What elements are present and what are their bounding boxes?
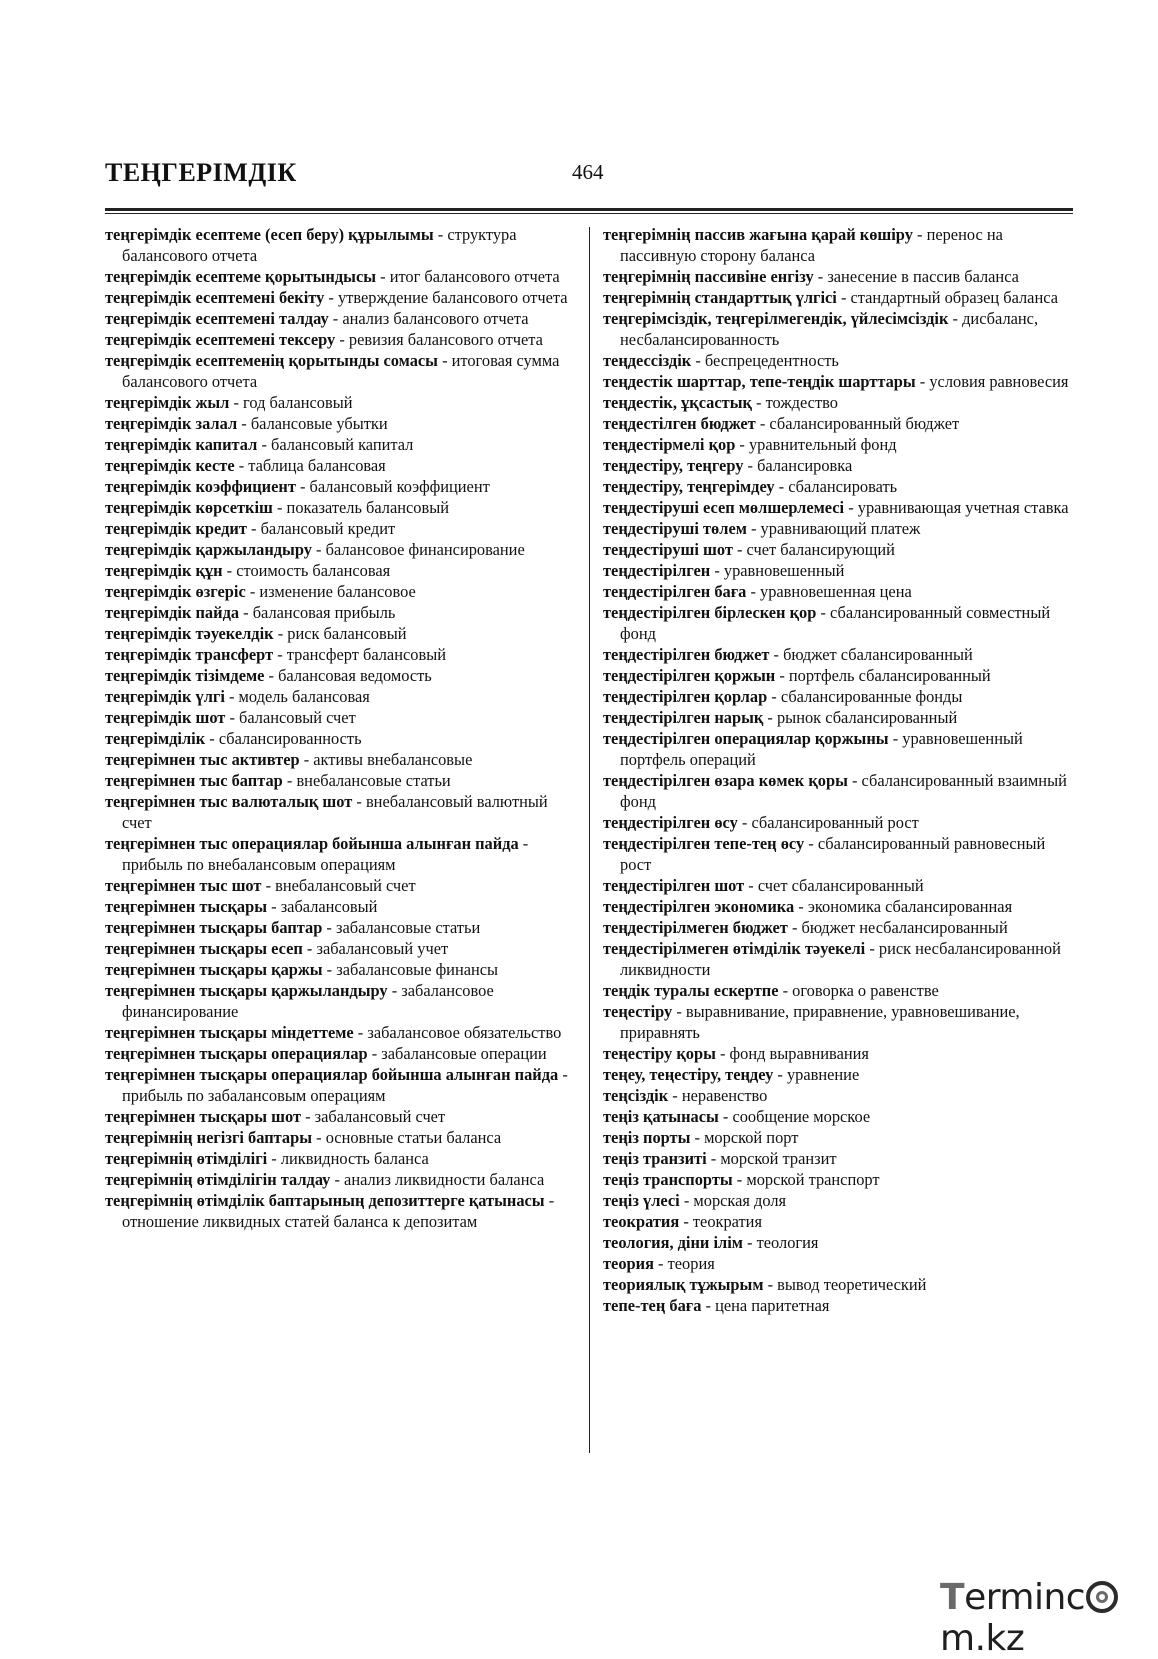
dictionary-entry: теңестіру - выравнивание, приравнение, уравновешивание, приравнять bbox=[603, 1002, 1020, 1042]
dictionary-entry: теңгерімнен тыс баптар - внебалансовые статьи bbox=[105, 771, 451, 790]
entry-term: теңдестірілген баға bbox=[603, 582, 747, 601]
entry-translation: балансовый капитал bbox=[271, 435, 414, 454]
entry-term: теңгерімнен тысқары қаржы bbox=[105, 960, 323, 979]
entry-term: теңгерімнен тыс валюталық шот bbox=[105, 792, 353, 811]
entry-term: теңгерімнің стандарттық үлгісі bbox=[603, 288, 837, 307]
entry-translation: забалансовое обязательство bbox=[367, 1023, 562, 1042]
dictionary-entry: теңгерімсіздік, теңгерілмегендік, үйлесімсіздік - дисбаланс, несбалансированность bbox=[603, 309, 1039, 349]
dictionary-entry: теңгерімнен тысқары - забалансовый bbox=[105, 897, 378, 916]
entry-translation: уравновешенный bbox=[723, 561, 845, 580]
dictionary-entry: теңгерімдік өзгеріс - изменение балансовое bbox=[105, 582, 416, 601]
entry-translation: таблица балансовая bbox=[248, 456, 386, 475]
dictionary-entry: теңдестірілген экономика - экономика сбалансированная bbox=[603, 897, 1013, 916]
page-title: ТЕҢГЕРІМДІК bbox=[105, 158, 297, 187]
entry-term: теңдестіруші төлем bbox=[603, 519, 747, 538]
entry-translation: внебалансовые статьи bbox=[296, 771, 451, 790]
entry-term: теңгерімдік үлгі bbox=[105, 687, 225, 706]
entry-term: теориялық тұжырым bbox=[603, 1275, 764, 1294]
entry-translation: забалансовые финансы bbox=[336, 960, 499, 979]
entry-translation: уравнивающий платеж bbox=[760, 519, 921, 538]
entry-translation: теория bbox=[667, 1254, 715, 1273]
dictionary-entry: теңдестірілмеген бюджет - бюджет несбалансированный bbox=[603, 918, 1008, 937]
entry-term: теңеу, теңестіру, теңдеу bbox=[603, 1065, 774, 1084]
entry-term: теңгерімдік есептемені бекіту bbox=[105, 288, 325, 307]
dictionary-entry: теңгерімнен тысқары қаржы - забалансовые финансы bbox=[105, 960, 499, 979]
entry-translation: неравенство bbox=[681, 1086, 768, 1105]
entry-term: теңгерімдік капитал bbox=[105, 435, 258, 454]
dictionary-entry: теңдестірілген бірлескен қор - сбалансированный совместный фонд bbox=[603, 603, 1051, 643]
entry-term: теңгерімдік жыл bbox=[105, 393, 230, 412]
entry-translation: структура балансового отчета bbox=[122, 225, 517, 265]
dictionary-entry: теңгерімнің стандарттық үлгісі - стандартный образец баланса bbox=[603, 288, 1058, 307]
entry-translation: морской транзит bbox=[720, 1149, 837, 1168]
entry-term: теңсіздік bbox=[603, 1086, 669, 1105]
entry-term: теңдестірілген қоржын bbox=[603, 666, 776, 685]
entry-term: теңгерімнен тысқары шот bbox=[105, 1107, 302, 1126]
dictionary-entry: теңгерімдік құн - стоимость балансовая bbox=[105, 561, 391, 580]
entry-term: теңіз қатынасы bbox=[603, 1107, 719, 1126]
entry-translation: счет сбалансированный bbox=[757, 876, 924, 895]
entry-term: теңдестірілген тепе-тең өсу bbox=[603, 834, 805, 853]
entry-term: теңгерімдік шот bbox=[105, 708, 226, 727]
entry-term: теңгерімнен тысқары есеп bbox=[105, 939, 303, 958]
entry-term: теңдестіруші шот bbox=[603, 540, 733, 559]
dictionary-entry: теңсіздік - неравенство bbox=[603, 1086, 768, 1105]
dictionary-entry: теңгерімдік капитал - балансовый капитал bbox=[105, 435, 414, 454]
entry-translation: балансовый коэффициент bbox=[309, 477, 490, 496]
logo-text-middle: erminc bbox=[964, 1577, 1086, 1618]
entry-translation: анализ ликвидности баланса bbox=[344, 1170, 545, 1189]
entry-translation: уравновешенный портфель операций bbox=[620, 729, 1023, 769]
entry-term: теңгерімдік есептеменің қорытынды сомасы bbox=[105, 351, 438, 370]
entry-translation: сбалансированный взаимный фонд bbox=[620, 771, 1067, 811]
entry-translation: занесение в пассив баланса bbox=[827, 267, 1019, 286]
dictionary-entry: теңдестіруші есеп мөлшерлемесі - уравнивающая учетная ставка bbox=[603, 498, 1069, 517]
entry-translation: ревизия балансового отчета bbox=[348, 330, 543, 349]
entry-term: теңгерімдік қаржыландыру bbox=[105, 540, 312, 559]
dictionary-entry: теңгерімнің өтімділігін талдау - анализ ликвидности баланса bbox=[105, 1170, 545, 1189]
entry-term: теңгерімдік есептемені тексеру bbox=[105, 330, 336, 349]
entry-term: теңгерімдік тәуекелдік bbox=[105, 624, 274, 643]
entry-term: тепе-тең баға bbox=[603, 1296, 702, 1315]
entry-translation: забалансовый bbox=[280, 897, 378, 916]
dictionary-entry: теңгерімдік шот - балансовый счет bbox=[105, 708, 356, 727]
dictionary-entry: теология, діни ілім - теология bbox=[603, 1233, 819, 1252]
entry-translation: забалансовое финансирование bbox=[122, 981, 494, 1021]
entry-term: теңгерімнен тысқары операциялар бойынша алынған пайда bbox=[105, 1065, 559, 1084]
dictionary-entry: теңгерімдік көрсеткіш - показатель балансовый bbox=[105, 498, 449, 517]
dictionary-entry: теңгерімдік есептеме (есеп беру) құрылымы - структура балансового отчета bbox=[105, 225, 517, 265]
entry-term: теңгерімдік залал bbox=[105, 414, 238, 433]
dictionary-entry: теңдестірілген қорлар - сбалансированные фонды bbox=[603, 687, 963, 706]
dictionary-entry: теңдестірмелі қор - уравнительный фонд bbox=[603, 435, 897, 454]
entry-term: теңгерімдік көрсеткіш bbox=[105, 498, 273, 517]
entry-term: теңдестік, ұқсастық bbox=[603, 393, 752, 412]
entry-translation: сообщение морское bbox=[732, 1107, 871, 1126]
dictionary-entry: теңгерімдік тәуекелдік - риск балансовый bbox=[105, 624, 407, 643]
dictionary-entry: теңіз транзиті - морской транзит bbox=[603, 1149, 837, 1168]
header-rule bbox=[105, 208, 1073, 211]
entry-term: теңгерімнің пассивіне енгізу bbox=[603, 267, 814, 286]
entry-translation: активы внебалансовые bbox=[313, 750, 473, 769]
entry-translation: бюджет несбалансированный bbox=[801, 918, 1008, 937]
entry-term: теңгерімнен тыс операциялар бойынша алынған пайда bbox=[105, 834, 519, 853]
entry-translation: утверждение балансового отчета bbox=[337, 288, 568, 307]
entry-translation: модель балансовая bbox=[238, 687, 370, 706]
entry-term: теңгерімнің өтімділік баптарының депозиттерге қатынасы bbox=[105, 1191, 545, 1210]
entry-translation: вывод теоретический bbox=[777, 1275, 927, 1294]
entry-term: теңгерімдік кесте bbox=[105, 456, 235, 475]
dictionary-entry: теңгерімдік пайда - балансовая прибыль bbox=[105, 603, 396, 622]
entry-translation: риск балансовый bbox=[287, 624, 407, 643]
logo-circle-icon bbox=[1086, 1581, 1118, 1613]
dictionary-entry: теңдестіруші шот - счет балансирующий bbox=[603, 540, 895, 559]
dictionary-entry: теңгерімдік залал - балансовые убытки bbox=[105, 414, 388, 433]
entry-translation: забалансовые операции bbox=[381, 1044, 547, 1063]
entry-term: теңдестірілген bbox=[603, 561, 711, 580]
dictionary-entry: теңгерімнен тысқары қаржыландыру - забалансовое финансирование bbox=[105, 981, 494, 1021]
entry-translation: показатель балансовый bbox=[286, 498, 449, 517]
dictionary-entry: теңгерімнен тысқары есеп - забалансовый учет bbox=[105, 939, 449, 958]
entry-term: теңдестіруші есеп мөлшерлемесі bbox=[603, 498, 845, 517]
dictionary-entry: теңіз порты - морской порт bbox=[603, 1128, 799, 1147]
dictionary-entry: теңдестірілген шот - счет сбалансированный bbox=[603, 876, 924, 895]
entry-translation: уравнительный фонд bbox=[748, 435, 897, 454]
dictionary-entry: теңгерімдік үлгі - модель балансовая bbox=[105, 687, 370, 706]
dictionary-entry: теориялық тұжырым - вывод теоретический bbox=[603, 1275, 927, 1294]
entry-term: теңдестіру, теңгерімдеу bbox=[603, 477, 775, 496]
entry-translation: прибыль по забалансовым операциям bbox=[122, 1086, 386, 1105]
entry-translation: морской транспорт bbox=[746, 1170, 880, 1189]
entry-translation: стоимость балансовая bbox=[236, 561, 391, 580]
entry-term: теңгерімнен тысқары операциялар bbox=[105, 1044, 368, 1063]
page-number: 464 bbox=[572, 160, 604, 184]
dictionary-entry: теория - теория bbox=[603, 1254, 715, 1273]
entry-translation: итог балансового отчета bbox=[389, 267, 560, 286]
entry-term: теңдестіру, теңгеру bbox=[603, 456, 744, 475]
dictionary-entry: теңгерімнің өтімділігі - ликвидность баланса bbox=[105, 1149, 429, 1168]
dictionary-entry: теңдестік, ұқсастық - тождество bbox=[603, 393, 838, 412]
entry-term: теңіз транспорты bbox=[603, 1170, 733, 1189]
dictionary-entry: теңдестірілмеген өтімділік тәуекелі - риск несбалансированной ликвидности bbox=[603, 939, 1061, 979]
entry-translation: балансовый кредит bbox=[260, 519, 396, 538]
entry-translation: портфель сбалансированный bbox=[788, 666, 991, 685]
entry-term: теңгерімнен тыс баптар bbox=[105, 771, 283, 790]
entry-translation: оговорка о равенстве bbox=[792, 981, 939, 1000]
dictionary-entry: теңгерімнен тысқары баптар - забалансовые статьи bbox=[105, 918, 481, 937]
dictionary-entry: теңгерімдік коэффициент - балансовый коэффициент bbox=[105, 477, 490, 496]
entry-term: теңіз порты bbox=[603, 1128, 691, 1147]
dictionary-entry: теңгерімдік кесте - таблица балансовая bbox=[105, 456, 386, 475]
entry-translation: сбалансированность bbox=[218, 729, 362, 748]
entry-translation: цена паритетная bbox=[715, 1296, 830, 1315]
dictionary-entry: теңдестіру, теңгеру - балансировка bbox=[603, 456, 853, 475]
entry-translation: балансировка bbox=[757, 456, 853, 475]
entry-translation: стандартный образец баланса bbox=[850, 288, 1058, 307]
entry-translation: условия равновесия bbox=[929, 372, 1069, 391]
entry-translation: основные статьи баланса bbox=[325, 1128, 502, 1147]
right-column bbox=[603, 224, 1075, 1316]
dictionary-entry: теңгерімнен тыс валюталық шот - внебалансовый валютный счет bbox=[105, 792, 548, 832]
entry-translation: уравновешенная цена bbox=[760, 582, 912, 601]
entry-translation: рынок сбалансированный bbox=[776, 708, 958, 727]
dictionary-entry: теңдестірілген қоржын - портфель сбалансированный bbox=[603, 666, 991, 685]
logo-letter-t: T bbox=[940, 1577, 965, 1618]
dictionary-entry: теңгерімдік есептемені тексеру - ревизия балансового отчета bbox=[105, 330, 543, 349]
entry-translation: анализ балансового отчета bbox=[342, 309, 529, 328]
entry-translation: уравнение bbox=[786, 1065, 860, 1084]
entry-translation: ликвидность баланса bbox=[280, 1149, 429, 1168]
entry-term: теңгерімсіздік, теңгерілмегендік, үйлесімсіздік bbox=[603, 309, 949, 328]
dictionary-entry: теңдестірілген операциялар қоржыны - уравновешенный портфель операций bbox=[603, 729, 1023, 769]
dictionary-entry: тепе-тең баға - цена паритетная bbox=[603, 1296, 830, 1315]
dictionary-entry: теңгерімнен тысқары шот - забалансовый счет bbox=[105, 1107, 446, 1126]
entry-term: теңгерімнен тыс шот bbox=[105, 876, 262, 895]
entry-term: теңгерімнен тыс активтер bbox=[105, 750, 300, 769]
entry-term: теңдестірілген қорлар bbox=[603, 687, 768, 706]
entry-translation: беспрецедентность bbox=[704, 351, 839, 370]
dictionary-entry: теңдестірілген баға - уравновешенная цена bbox=[603, 582, 912, 601]
entry-translation: трансферт балансовый bbox=[286, 645, 446, 664]
entry-translation: внебалансовый валютный счет bbox=[122, 792, 548, 832]
entry-translation: сбалансированные фонды bbox=[780, 687, 963, 706]
entry-term: теңгерімдік трансферт bbox=[105, 645, 274, 664]
dictionary-entry: теңестіру қоры - фонд выравнивания bbox=[603, 1044, 869, 1063]
entry-translation: балансовые убытки bbox=[250, 414, 388, 433]
entry-translation: сбалансированный равновесный рост bbox=[620, 834, 1046, 874]
entry-translation: сбалансированный рост bbox=[751, 813, 919, 832]
entry-term: теңдестірілмеген бюджет bbox=[603, 918, 788, 937]
dictionary-entry: теңгерімнен тысқары операциялар бойынша алынған пайда - прибыль по забалансовым операциям bbox=[105, 1065, 568, 1105]
dictionary-entry: теңдестірілген тепе-тең өсу - сбалансированный равновесный рост bbox=[603, 834, 1046, 874]
dictionary-entry: теңіз транспорты - морской транспорт bbox=[603, 1170, 880, 1189]
entry-term: теңіз транзиті bbox=[603, 1149, 707, 1168]
entry-translation: прибыль по внебалансовым операциям bbox=[122, 855, 396, 874]
dictionary-entry: теңгерімдік трансферт - трансферт балансовый bbox=[105, 645, 446, 664]
logo-text-end: m.kz bbox=[940, 1618, 1025, 1659]
dictionary-entry: теңдік туралы ескертпе - оговорка о равенстве bbox=[603, 981, 939, 1000]
entry-translation: уравнивающая учетная ставка bbox=[857, 498, 1069, 517]
entry-term: теология, діни ілім bbox=[603, 1233, 743, 1252]
entry-translation: сбалансированный совместный фонд bbox=[620, 603, 1051, 643]
entry-term: теңгерімнің өтімділігі bbox=[105, 1149, 268, 1168]
entry-term: теңестіру қоры bbox=[603, 1044, 716, 1063]
entry-term: теңгерімдік есептемені талдау bbox=[105, 309, 329, 328]
dictionary-entry: теңдестірілген өсу - сбалансированный рост bbox=[603, 813, 919, 832]
entry-term: теңгерімдік есептеме (есеп беру) құрылымы bbox=[105, 225, 434, 244]
entry-term: теңгерімділік bbox=[105, 729, 206, 748]
dictionary-entry: теңгерімнің пассив жағына қарай көшіру - перенос на пассивную сторону баланса bbox=[603, 225, 1003, 265]
dictionary-entry: теңгерімдік кредит - балансовый кредит bbox=[105, 519, 396, 538]
entry-term: теңгерімдік өзгеріс bbox=[105, 582, 246, 601]
dictionary-entry: теңдестік шарттар, тепе-теңдік шарттары - условия равновесия bbox=[603, 372, 1069, 391]
header-rule-thin bbox=[105, 213, 1073, 214]
dictionary-entry: теңдестілген бюджет - сбалансированный бюджет bbox=[603, 414, 960, 433]
entry-translation: бюджет сбалансированный bbox=[783, 645, 973, 664]
dictionary-entry: теңіз үлесі - морская доля bbox=[603, 1191, 787, 1210]
entry-translation: отношение ликвидных статей баланса к депозитам bbox=[122, 1212, 478, 1231]
entry-translation: счет балансирующий bbox=[746, 540, 895, 559]
entry-translation: сбалансированный бюджет bbox=[769, 414, 960, 433]
entry-term: теңдестік шарттар, тепе-теңдік шарттары bbox=[603, 372, 916, 391]
entry-term: теңгерімнен тысқары баптар bbox=[105, 918, 323, 937]
dictionary-entry: теңгерімдік есептемені бекіту - утверждение балансового отчета bbox=[105, 288, 568, 307]
dictionary-entry: теңгерімдік есептеменің қорытынды сомасы - итоговая сумма балансового отчета bbox=[105, 351, 560, 391]
entry-translation: фонд выравнивания bbox=[729, 1044, 869, 1063]
entry-translation: балансовое финансирование bbox=[325, 540, 525, 559]
entry-term: теңдестірмелі қор bbox=[603, 435, 736, 454]
entry-term: теңгерімнің өтімділігін талдау bbox=[105, 1170, 331, 1189]
entry-translation: забалансовый учет bbox=[316, 939, 449, 958]
entry-term: теңдестірілген шот bbox=[603, 876, 745, 895]
dictionary-entry: теңгерімнен тыс операциялар бойынша алынған пайда - прибыль по внебалансовым операциям bbox=[105, 834, 529, 874]
dictionary-entry: теңгерімдік қаржыландыру - балансовое финансирование bbox=[105, 540, 525, 559]
entry-term: теңдестірілген нарық bbox=[603, 708, 764, 727]
dictionary-entry: теңдессіздік - беспрецедентность bbox=[603, 351, 839, 370]
entry-term: теңгерімнен тысқары bbox=[105, 897, 268, 916]
dictionary-entry: теңдестіруші төлем - уравнивающий платеж bbox=[603, 519, 921, 538]
entry-term: теңдестілген бюджет bbox=[603, 414, 756, 433]
dictionary-entry: теңгерімдік есептеме қорытындысы - итог балансового отчета bbox=[105, 267, 560, 286]
entry-term: теңіз үлесі bbox=[603, 1191, 680, 1210]
dictionary-entry: теңдестіру, теңгерімдеу - сбалансировать bbox=[603, 477, 898, 496]
dictionary-entry: теократия - теократия bbox=[603, 1212, 762, 1231]
entry-translation: теология bbox=[756, 1233, 819, 1252]
entry-term: теңгерімдік есептеме қорытындысы bbox=[105, 267, 377, 286]
dictionary-entry: теңгерімдік жыл - год балансовый bbox=[105, 393, 353, 412]
dictionary-entry: теңдестірілген бюджет - бюджет сбалансированный bbox=[603, 645, 973, 664]
entry-term: теория bbox=[603, 1254, 654, 1273]
dictionary-entry: теңдестірілген нарық - рынок сбалансированный bbox=[603, 708, 958, 727]
entry-term: теңдестірілген өзара көмек қоры bbox=[603, 771, 848, 790]
termincom-logo[interactable] bbox=[940, 1577, 1158, 1659]
entry-translation: год балансовый bbox=[243, 393, 353, 412]
entry-term: теңестіру bbox=[603, 1002, 673, 1021]
dictionary-entry: теңгерімнің негізгі баптары - основные статьи баланса bbox=[105, 1128, 502, 1147]
entry-translation: перенос на пассивную сторону баланса bbox=[620, 225, 1003, 265]
entry-term: теңгерімнен тысқары міндеттеме bbox=[105, 1023, 354, 1042]
entry-term: теңгерімдік құн bbox=[105, 561, 223, 580]
left-column bbox=[105, 224, 577, 1232]
entry-translation: балансовый счет bbox=[239, 708, 356, 727]
entry-term: теңгерімдік пайда bbox=[105, 603, 240, 622]
entry-translation: дисбаланс, несбалансированность bbox=[620, 309, 1039, 349]
entry-term: теңгерімдік кредит bbox=[105, 519, 247, 538]
entry-term: теңдестірілген экономика bbox=[603, 897, 795, 916]
entry-term: теңгерімнің пассив жағына қарай көшіру bbox=[603, 225, 913, 244]
dictionary-entry: теңгерімнен тыс шот - внебалансовый счет bbox=[105, 876, 416, 895]
column-divider bbox=[589, 227, 590, 1453]
entry-translation: забалансовый счет bbox=[314, 1107, 446, 1126]
dictionary-entry: теңдестірілген - уравновешенный bbox=[603, 561, 845, 580]
dictionary-entry: теңгерімдік тізімдеме - балансовая ведомость bbox=[105, 666, 432, 685]
entry-term: теңдестірілген өсу bbox=[603, 813, 738, 832]
entry-term: теңгерімнің негізгі баптары bbox=[105, 1128, 313, 1147]
dictionary-entry: теңіз қатынасы - сообщение морское bbox=[603, 1107, 871, 1126]
dictionary-entry: теңгерімдік есептемені талдау - анализ балансового отчета bbox=[105, 309, 529, 328]
entry-term: теңдессіздік bbox=[603, 351, 692, 370]
dictionary-entry: теңдестірілген өзара көмек қоры - сбалансированный взаимный фонд bbox=[603, 771, 1067, 811]
dictionary-entry: теңгерімнің пассивіне енгізу - занесение в пассив баланса bbox=[603, 267, 1019, 286]
entry-term: теңдік туралы ескертпе bbox=[603, 981, 779, 1000]
entry-translation: морской порт bbox=[704, 1128, 799, 1147]
entry-translation: сбалансировать bbox=[788, 477, 898, 496]
entry-translation: тождество bbox=[765, 393, 838, 412]
entry-term: теңдестірілген бюджет bbox=[603, 645, 770, 664]
entry-term: теңдестірілмеген өтімділік тәуекелі bbox=[603, 939, 866, 958]
entry-translation: балансовая ведомость bbox=[278, 666, 432, 685]
entry-translation: риск несбалансированной ликвидности bbox=[620, 939, 1061, 979]
dictionary-entry: теңгерімнің өтімділік баптарының депозиттерге қатынасы - отношение ликвидных статей баланса к депозитам bbox=[105, 1191, 555, 1231]
entry-translation: внебалансовый счет bbox=[275, 876, 416, 895]
entry-translation: забалансовые статьи bbox=[335, 918, 481, 937]
entry-translation: выравнивание, приравнение, уравновешивание, приравнять bbox=[620, 1002, 1020, 1042]
entry-translation: экономика сбалансированная bbox=[807, 897, 1013, 916]
entry-translation: балансовая прибыль bbox=[252, 603, 396, 622]
dictionary-entry: теңеу, теңестіру, теңдеу - уравнение bbox=[603, 1065, 860, 1084]
entry-translation: морская доля bbox=[693, 1191, 787, 1210]
dictionary-entry: теңгерімнен тысқары операциялар - забалансовые операции bbox=[105, 1044, 547, 1063]
entry-term: теңдестірілген бірлескен қор bbox=[603, 603, 817, 622]
entry-term: теңгерімнен тысқары қаржыландыру bbox=[105, 981, 388, 1000]
entry-term: теңдестірілген операциялар қоржыны bbox=[603, 729, 889, 748]
dictionary-entry: теңгерімнен тысқары міндеттеме - забалансовое обязательство bbox=[105, 1023, 562, 1042]
entry-term: теңгерімдік тізімдеме bbox=[105, 666, 265, 685]
entry-term: теңгерімдік коэффициент bbox=[105, 477, 296, 496]
dictionary-entry: теңгерімділік - сбалансированность bbox=[105, 729, 362, 748]
dictionary-entry: теңгерімнен тыс активтер - активы внебалансовые bbox=[105, 750, 473, 769]
entry-translation: итоговая сумма балансового отчета bbox=[122, 351, 560, 391]
entry-translation: теократия bbox=[692, 1212, 762, 1231]
entry-translation: изменение балансовое bbox=[259, 582, 416, 601]
entry-term: теократия bbox=[603, 1212, 680, 1231]
